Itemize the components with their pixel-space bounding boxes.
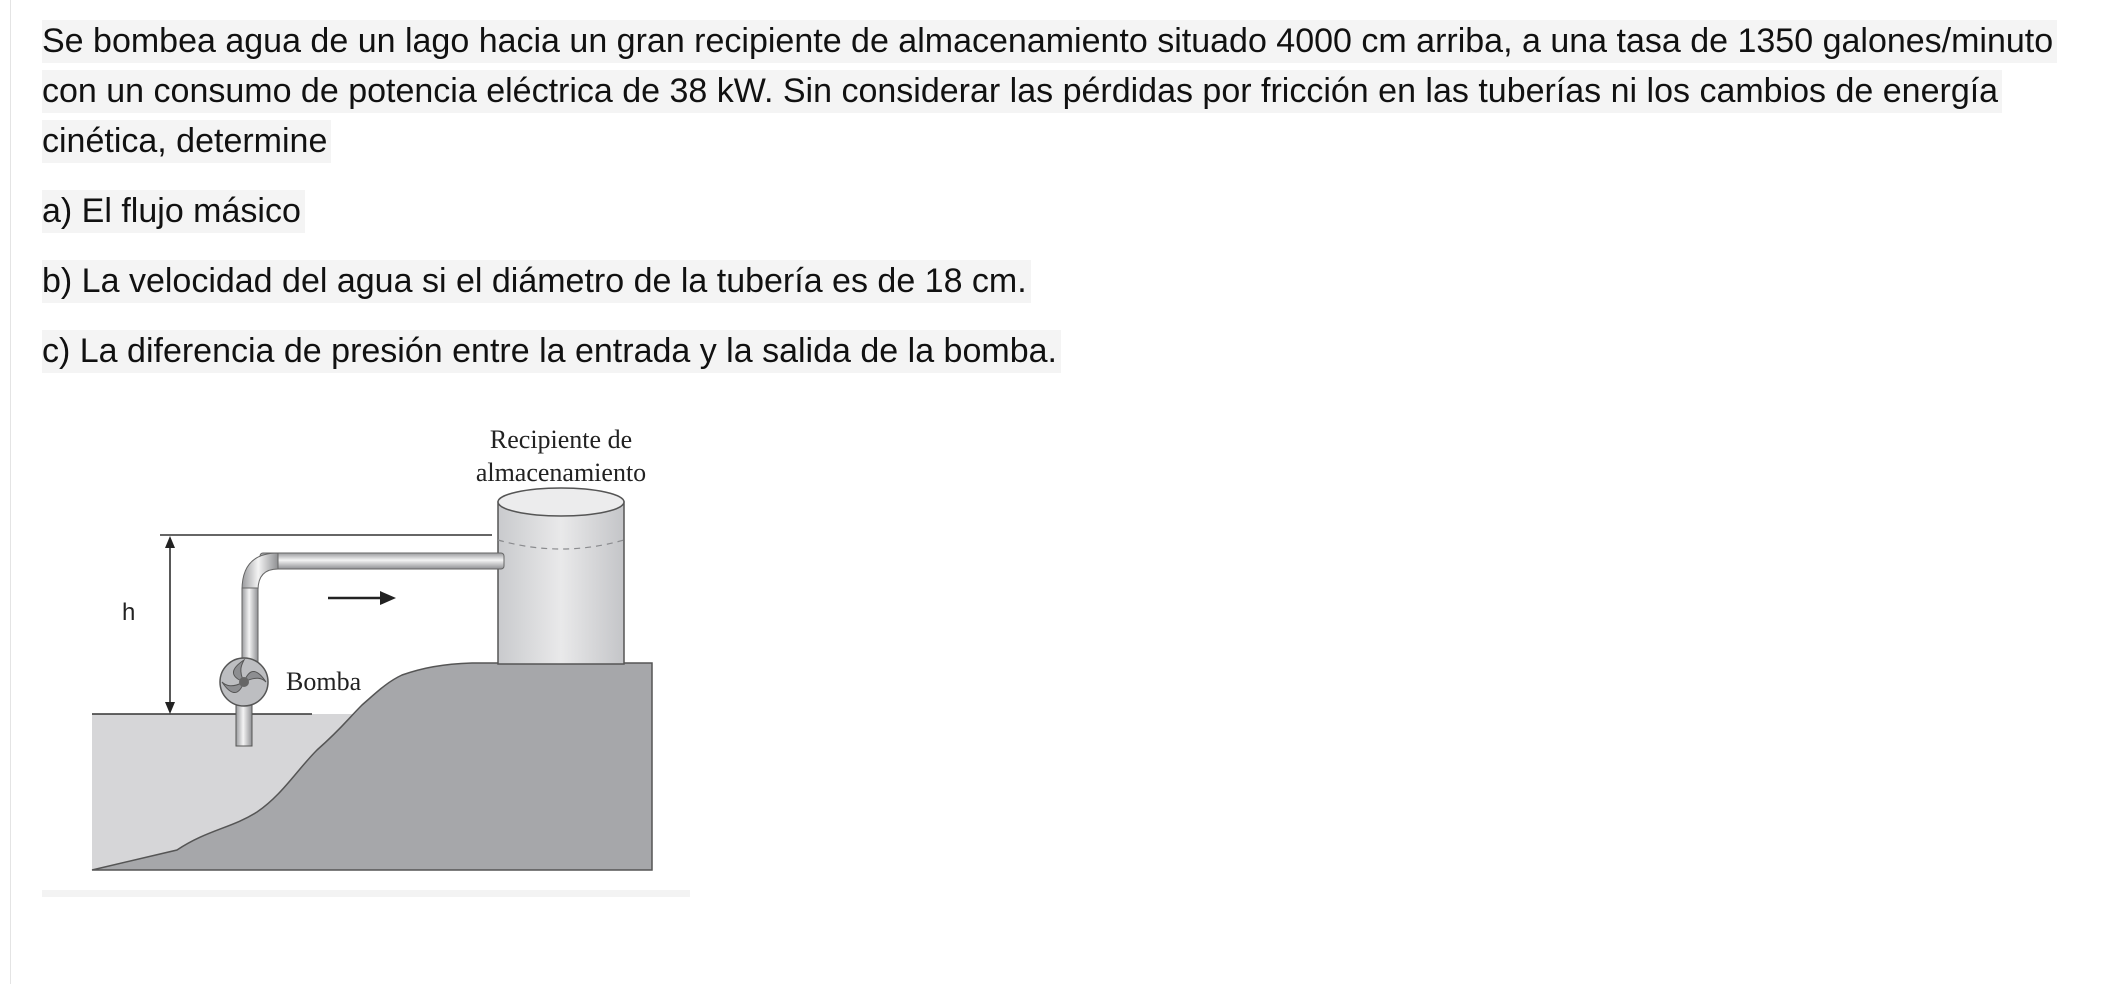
pump-diagram (42, 410, 690, 894)
question-b: b) La velocidad del agua si el diámetro de la tubería es de 18 cm. (42, 256, 2082, 306)
height-label: h (122, 599, 136, 626)
tank-label-line2: almacenamiento (475, 458, 647, 487)
question-a: a) El flujo másico (42, 186, 2082, 236)
pipe-elbow (242, 553, 278, 590)
tank-label-line1: Recipiente de (489, 425, 633, 454)
question-c: c) La diferencia de presión entre la entrada y la salida de la bomba. (42, 326, 2082, 376)
storage-tank (498, 502, 624, 664)
problem-statement-text: Se bombea agua de un lago hacia un gran recipiente de almacenamiento situado 4000 cm arriba, a una tasa de 1350 galones/minuto con un consumo de potencia eléctrica de 38 kW. Sin considerar las pérdidas por fricción en las tuberías ni los cambios de energía cinética, determine (42, 20, 2057, 163)
tank-top (498, 488, 624, 516)
problem-content (42, 16, 2082, 376)
pump-icon (220, 658, 268, 706)
height-dimension-arrow (165, 536, 175, 714)
pump-diagram-svg (42, 410, 690, 894)
pipe-horizontal (260, 553, 504, 569)
flow-arrow-icon (328, 591, 396, 605)
figure-bottom-divider (42, 890, 690, 897)
left-border (10, 0, 11, 984)
problem-statement (42, 16, 2082, 166)
pump-label: Bomba (286, 667, 362, 696)
